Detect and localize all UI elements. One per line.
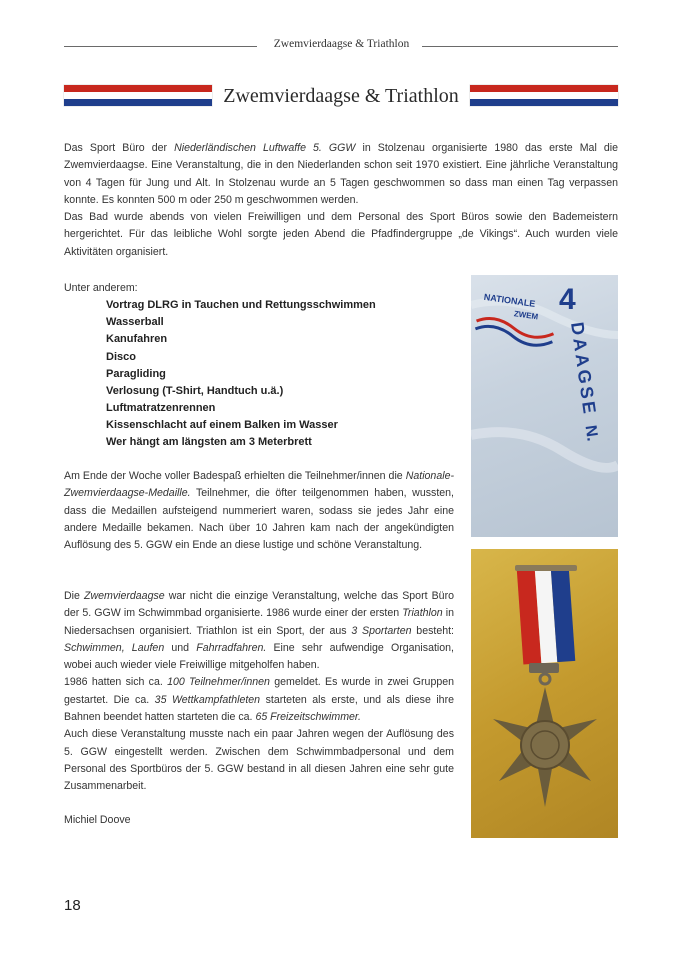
list-item: Wasserball	[106, 316, 164, 329]
page-number: 18	[64, 897, 81, 914]
list-item: Vortrag DLRG in Tauchen und Rettungsschwimmen	[106, 299, 376, 312]
header-rule-right	[422, 46, 618, 47]
list-item: Wer hängt am längsten am 3 Meterbrett	[106, 436, 312, 449]
medal-paragraph: Am Ende der Woche voller Badespaß erhielten die Teilnehmer/innen die Nationale-Zwemvierdaagse-Medaille. Teilnehmer, die öfter teilgenommen haben, wussten, dass die Medaillen aufsteigend nummeriert waren, sodass sie jedes Jahr eine andere Medaille bekamen. Nach über 10 Jahren kam nach der angekündigten Auflösung des 5. GGW ein Ende an diese lustige und schöne Veranstaltung.	[64, 470, 454, 552]
activities-lead: Unter anderem:	[64, 282, 138, 294]
title-row	[64, 82, 618, 112]
list-item: Verlosung (T-Shirt, Handtuch u.ä.)	[106, 384, 284, 397]
shirt-print-text: N.	[581, 424, 601, 443]
triathlon-paragraph-3: Auch diese Veranstaltung musste nach ein paar Jahren wegen der Auflösung des 5. GGW eingestellt werden. Zwischen dem Schwimmbadpersonal und dem Personal des Sportbüros der 5. GGW bestand in all diesen Jahren eine sehr gute Zusammenarbeit.	[64, 728, 454, 793]
dutch-flag-right	[470, 85, 618, 106]
page-title: Zwemvierdaagse & Triathlon	[223, 85, 459, 107]
running-header	[64, 38, 618, 54]
shirt-photo	[471, 275, 618, 537]
shirt-print-text: NATIONALE	[483, 291, 537, 309]
list-item: Luftmatratzenrennen	[106, 401, 216, 414]
triathlon-paragraph-1: Die Zwemvierdaagse war nicht die einzige Veranstaltung, welche das Sport Büro der 5. GGW im Schwimmbad organisierte. 1986 wurde einer der ersten Triathlon in Niedersachsen organisiert. Triathlon ist ein Sport, der aus 3 Sportarten besteht: Schwimmen, Laufen und Fahrradfahren. Eine sehr aufwendige Organisation, wobei auch wieder viele Freiwillige mitgeholfen haben.	[64, 590, 454, 672]
list-item: Paragliding	[106, 367, 166, 380]
activities-list	[64, 280, 444, 451]
intro-section	[64, 140, 618, 261]
author-signature: Michiel Doove	[64, 814, 131, 826]
running-title: Zwemvierdaagse & Triathlon	[273, 38, 410, 50]
list-item: Kanufahren	[106, 333, 168, 346]
shirt-print-graphic	[471, 275, 618, 537]
intro-paragraph-1: Das Sport Büro der Niederländischen Luftwaffe 5. GGW in Stolzenau organisierte 1980 das erste Mal die Zwemvierdaagse. Eine Veranstaltung, die in den Niederlanden schon seit 1970 existiert. Eine jährliche Veranstaltung von 4 Tagen für Jung und Alt. In Stolzenau wurde an 5 Tagen geschwommen so dass man einen Tag verpassen konnte. Es konnten 500 m oder 250 m geschwommen werden.	[64, 142, 618, 206]
shirt-print-text: 4	[559, 283, 576, 316]
triathlon-section	[64, 588, 454, 796]
header-rule-left	[64, 46, 257, 47]
medal-photo	[471, 549, 618, 838]
shirt-print-text: ZWEM	[513, 309, 539, 322]
medal-graphic	[471, 549, 618, 838]
intro-paragraph-2: Das Bad wurde abends von vielen Freiwilligen und dem Personal des Sport Büros sowie den Bademeistern hergerichtet. Für das leibliche Wohl sorgte jeden Abend die Pfadfindergruppe „de Vikings“. Auch wurden viele Aktivitäten organisiert.	[64, 211, 618, 258]
list-item: Disco	[106, 350, 136, 363]
dutch-flag-left	[64, 85, 212, 106]
shirt-print-text: DAAGSE	[567, 320, 601, 418]
list-item: Kissenschlacht auf einem Balken im Wasser	[106, 418, 338, 431]
triathlon-paragraph-2: 1986 hatten sich ca. 100 Teilnehmer/innen gemeldet. Es wurde in zwei Gruppen gestartet. Die ca. 35 Wettkampfathleten starteten als erste, und als diese ihre Bahnen beendet hatten starteten die ca. 65 Freizeitschwimmer.	[64, 676, 455, 724]
